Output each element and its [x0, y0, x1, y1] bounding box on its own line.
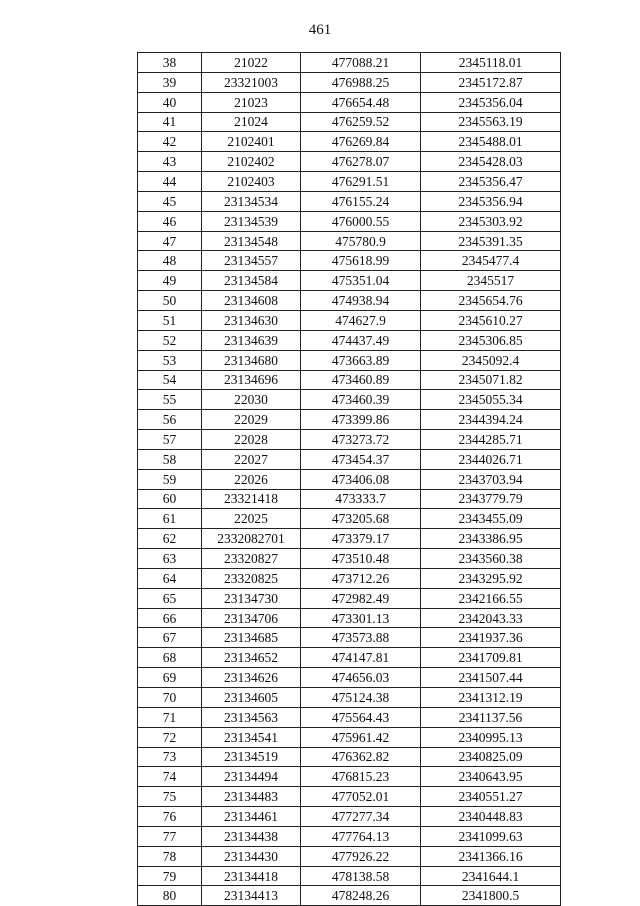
point-number-cell: 79 [138, 866, 202, 886]
point-number-cell: 46 [138, 211, 202, 231]
table-row [138, 191, 561, 211]
x-coordinate-cell: 476362.82 [301, 747, 421, 767]
point-number-cell: 49 [138, 271, 202, 291]
point-number-cell: 66 [138, 608, 202, 628]
table-row [138, 231, 561, 251]
y-coordinate-cell: 2345391.35 [421, 231, 561, 251]
y-coordinate-cell: 2344026.71 [421, 449, 561, 469]
y-coordinate-cell: 2341366.16 [421, 846, 561, 866]
y-coordinate-cell: 2345055.34 [421, 390, 561, 410]
table-row [138, 370, 561, 390]
y-coordinate-cell: 2341644.1 [421, 866, 561, 886]
point-id-cell: 23134626 [202, 668, 301, 688]
table-row [138, 469, 561, 489]
x-coordinate-cell: 473301.13 [301, 608, 421, 628]
point-number-cell: 54 [138, 370, 202, 390]
point-id-cell: 23134563 [202, 707, 301, 727]
point-id-cell: 23134706 [202, 608, 301, 628]
table-row [138, 53, 561, 73]
y-coordinate-cell: 2345428.03 [421, 152, 561, 172]
x-coordinate-cell: 473399.86 [301, 410, 421, 430]
point-number-cell: 50 [138, 291, 202, 311]
table-row [138, 886, 561, 906]
point-id-cell: 23134519 [202, 747, 301, 767]
point-number-cell: 43 [138, 152, 202, 172]
page-number: 461 [308, 22, 332, 38]
table-row [138, 747, 561, 767]
point-id-cell: 22029 [202, 410, 301, 430]
point-number-cell: 39 [138, 72, 202, 92]
y-coordinate-cell: 2341937.36 [421, 628, 561, 648]
x-coordinate-cell: 476988.25 [301, 72, 421, 92]
x-coordinate-cell: 475124.38 [301, 688, 421, 708]
y-coordinate-cell: 2345118.01 [421, 53, 561, 73]
x-coordinate-cell: 476654.48 [301, 92, 421, 112]
point-number-cell: 65 [138, 588, 202, 608]
point-number-cell: 78 [138, 846, 202, 866]
point-number-cell: 38 [138, 53, 202, 73]
y-coordinate-cell: 2341099.63 [421, 826, 561, 846]
point-number-cell: 42 [138, 132, 202, 152]
table-row [138, 608, 561, 628]
y-coordinate-cell: 2340825.09 [421, 747, 561, 767]
coordinates-table [137, 52, 561, 906]
x-coordinate-cell: 477052.01 [301, 787, 421, 807]
x-coordinate-cell: 473454.37 [301, 449, 421, 469]
table-row [138, 549, 561, 569]
x-coordinate-cell: 474656.03 [301, 668, 421, 688]
point-number-cell: 44 [138, 172, 202, 192]
x-coordinate-cell: 473333.7 [301, 489, 421, 509]
point-id-cell: 23134730 [202, 588, 301, 608]
point-number-cell: 80 [138, 886, 202, 906]
point-id-cell: 2102402 [202, 152, 301, 172]
table-row [138, 688, 561, 708]
table-row [138, 866, 561, 886]
table-row [138, 628, 561, 648]
point-id-cell: 23321418 [202, 489, 301, 509]
point-id-cell: 22026 [202, 469, 301, 489]
y-coordinate-cell: 2341137.56 [421, 707, 561, 727]
y-coordinate-cell: 2345610.27 [421, 310, 561, 330]
point-id-cell: 23134430 [202, 846, 301, 866]
x-coordinate-cell: 476000.55 [301, 211, 421, 231]
x-coordinate-cell: 477088.21 [301, 53, 421, 73]
point-id-cell: 23134557 [202, 251, 301, 271]
table-row [138, 787, 561, 807]
table-row [138, 509, 561, 529]
point-number-cell: 41 [138, 112, 202, 132]
x-coordinate-cell: 474938.94 [301, 291, 421, 311]
x-coordinate-cell: 473379.17 [301, 529, 421, 549]
point-id-cell: 23134608 [202, 291, 301, 311]
point-id-cell: 23134539 [202, 211, 301, 231]
point-number-cell: 71 [138, 707, 202, 727]
y-coordinate-cell: 2343779.79 [421, 489, 561, 509]
table-row [138, 390, 561, 410]
point-number-cell: 55 [138, 390, 202, 410]
point-number-cell: 59 [138, 469, 202, 489]
y-coordinate-cell: 2345172.87 [421, 72, 561, 92]
point-number-cell: 72 [138, 727, 202, 747]
y-coordinate-cell: 2343455.09 [421, 509, 561, 529]
point-number-cell: 76 [138, 807, 202, 827]
y-coordinate-cell: 2342166.55 [421, 588, 561, 608]
x-coordinate-cell: 477926.22 [301, 846, 421, 866]
x-coordinate-cell: 476269.84 [301, 132, 421, 152]
table-row [138, 826, 561, 846]
y-coordinate-cell: 2343703.94 [421, 469, 561, 489]
table-row [138, 112, 561, 132]
point-id-cell: 21024 [202, 112, 301, 132]
point-id-cell: 2102401 [202, 132, 301, 152]
x-coordinate-cell: 477277.34 [301, 807, 421, 827]
point-number-cell: 51 [138, 310, 202, 330]
point-id-cell: 23134483 [202, 787, 301, 807]
point-id-cell: 23320827 [202, 549, 301, 569]
table-row [138, 330, 561, 350]
point-id-cell: 23134685 [202, 628, 301, 648]
x-coordinate-cell: 476815.23 [301, 767, 421, 787]
point-number-cell: 45 [138, 191, 202, 211]
x-coordinate-cell: 473712.26 [301, 568, 421, 588]
x-coordinate-cell: 473663.89 [301, 350, 421, 370]
y-coordinate-cell: 2345477.4 [421, 251, 561, 271]
x-coordinate-cell: 473406.08 [301, 469, 421, 489]
y-coordinate-cell: 2340448.83 [421, 807, 561, 827]
point-number-cell: 77 [138, 826, 202, 846]
table-row [138, 529, 561, 549]
x-coordinate-cell: 475351.04 [301, 271, 421, 291]
x-coordinate-cell: 476291.51 [301, 172, 421, 192]
y-coordinate-cell: 2341800.5 [421, 886, 561, 906]
point-id-cell: 23134680 [202, 350, 301, 370]
y-coordinate-cell: 2345306.85 [421, 330, 561, 350]
y-coordinate-cell: 2340551.27 [421, 787, 561, 807]
point-id-cell: 22030 [202, 390, 301, 410]
point-number-cell: 58 [138, 449, 202, 469]
x-coordinate-cell: 473205.68 [301, 509, 421, 529]
x-coordinate-cell: 474437.49 [301, 330, 421, 350]
x-coordinate-cell: 476259.52 [301, 112, 421, 132]
point-id-cell: 23134461 [202, 807, 301, 827]
table-row [138, 588, 561, 608]
y-coordinate-cell: 2342043.33 [421, 608, 561, 628]
x-coordinate-cell: 478138.58 [301, 866, 421, 886]
point-id-cell: 23134413 [202, 886, 301, 906]
x-coordinate-cell: 473460.89 [301, 370, 421, 390]
point-number-cell: 73 [138, 747, 202, 767]
point-id-cell: 22027 [202, 449, 301, 469]
point-number-cell: 57 [138, 430, 202, 450]
point-id-cell: 23134541 [202, 727, 301, 747]
point-id-cell: 23320825 [202, 568, 301, 588]
y-coordinate-cell: 2343295.92 [421, 568, 561, 588]
y-coordinate-cell: 2345303.92 [421, 211, 561, 231]
coordinates-table-body [138, 53, 561, 906]
point-id-cell: 21022 [202, 53, 301, 73]
x-coordinate-cell: 474147.81 [301, 648, 421, 668]
table-row [138, 291, 561, 311]
table-row [138, 668, 561, 688]
table-row [138, 211, 561, 231]
y-coordinate-cell: 2343386.95 [421, 529, 561, 549]
table-row [138, 807, 561, 827]
y-coordinate-cell: 2341709.81 [421, 648, 561, 668]
table-row [138, 92, 561, 112]
point-number-cell: 52 [138, 330, 202, 350]
x-coordinate-cell: 475564.43 [301, 707, 421, 727]
x-coordinate-cell: 475618.99 [301, 251, 421, 271]
point-id-cell: 23134605 [202, 688, 301, 708]
table-row [138, 172, 561, 192]
y-coordinate-cell: 2344285.71 [421, 430, 561, 450]
table-row [138, 489, 561, 509]
table-row [138, 430, 561, 450]
point-id-cell: 23134548 [202, 231, 301, 251]
table-row [138, 767, 561, 787]
x-coordinate-cell: 475961.42 [301, 727, 421, 747]
point-number-cell: 68 [138, 648, 202, 668]
point-number-cell: 53 [138, 350, 202, 370]
point-id-cell: 22028 [202, 430, 301, 450]
point-number-cell: 48 [138, 251, 202, 271]
x-coordinate-cell: 478248.26 [301, 886, 421, 906]
table-row [138, 72, 561, 92]
table-row [138, 707, 561, 727]
table-row [138, 846, 561, 866]
x-coordinate-cell: 474627.9 [301, 310, 421, 330]
table-row [138, 251, 561, 271]
y-coordinate-cell: 2345563.19 [421, 112, 561, 132]
x-coordinate-cell: 473573.88 [301, 628, 421, 648]
point-id-cell: 23321003 [202, 72, 301, 92]
y-coordinate-cell: 2341312.19 [421, 688, 561, 708]
y-coordinate-cell: 2345356.94 [421, 191, 561, 211]
point-id-cell: 2332082701 [202, 529, 301, 549]
point-number-cell: 67 [138, 628, 202, 648]
table-row [138, 449, 561, 469]
y-coordinate-cell: 2345488.01 [421, 132, 561, 152]
point-number-cell: 47 [138, 231, 202, 251]
table-row [138, 727, 561, 747]
point-id-cell: 23134652 [202, 648, 301, 668]
point-number-cell: 70 [138, 688, 202, 708]
y-coordinate-cell: 2345356.04 [421, 92, 561, 112]
table-row [138, 410, 561, 430]
point-number-cell: 56 [138, 410, 202, 430]
point-id-cell: 23134418 [202, 866, 301, 886]
table-row [138, 568, 561, 588]
y-coordinate-cell: 2345092.4 [421, 350, 561, 370]
point-id-cell: 22025 [202, 509, 301, 529]
point-id-cell: 23134438 [202, 826, 301, 846]
y-coordinate-cell: 2345517 [421, 271, 561, 291]
x-coordinate-cell: 475780.9 [301, 231, 421, 251]
x-coordinate-cell: 476278.07 [301, 152, 421, 172]
x-coordinate-cell: 477764.13 [301, 826, 421, 846]
point-id-cell: 23134639 [202, 330, 301, 350]
table-row [138, 648, 561, 668]
point-number-cell: 63 [138, 549, 202, 569]
point-number-cell: 62 [138, 529, 202, 549]
x-coordinate-cell: 476155.24 [301, 191, 421, 211]
y-coordinate-cell: 2344394.24 [421, 410, 561, 430]
x-coordinate-cell: 473273.72 [301, 430, 421, 450]
y-coordinate-cell: 2343560.38 [421, 549, 561, 569]
table-row [138, 132, 561, 152]
point-id-cell: 2102403 [202, 172, 301, 192]
table-row [138, 271, 561, 291]
point-number-cell: 40 [138, 92, 202, 112]
table-row [138, 310, 561, 330]
point-number-cell: 60 [138, 489, 202, 509]
point-id-cell: 23134696 [202, 370, 301, 390]
point-id-cell: 21023 [202, 92, 301, 112]
y-coordinate-cell: 2345654.76 [421, 291, 561, 311]
point-number-cell: 75 [138, 787, 202, 807]
point-id-cell: 23134534 [202, 191, 301, 211]
y-coordinate-cell: 2340643.95 [421, 767, 561, 787]
point-id-cell: 23134494 [202, 767, 301, 787]
point-number-cell: 64 [138, 568, 202, 588]
y-coordinate-cell: 2340995.13 [421, 727, 561, 747]
table-row [138, 350, 561, 370]
point-id-cell: 23134630 [202, 310, 301, 330]
table-row [138, 152, 561, 172]
x-coordinate-cell: 472982.49 [301, 588, 421, 608]
point-number-cell: 69 [138, 668, 202, 688]
y-coordinate-cell: 2345356.47 [421, 172, 561, 192]
point-id-cell: 23134584 [202, 271, 301, 291]
y-coordinate-cell: 2341507.44 [421, 668, 561, 688]
point-number-cell: 74 [138, 767, 202, 787]
y-coordinate-cell: 2345071.82 [421, 370, 561, 390]
x-coordinate-cell: 473510.48 [301, 549, 421, 569]
point-number-cell: 61 [138, 509, 202, 529]
x-coordinate-cell: 473460.39 [301, 390, 421, 410]
